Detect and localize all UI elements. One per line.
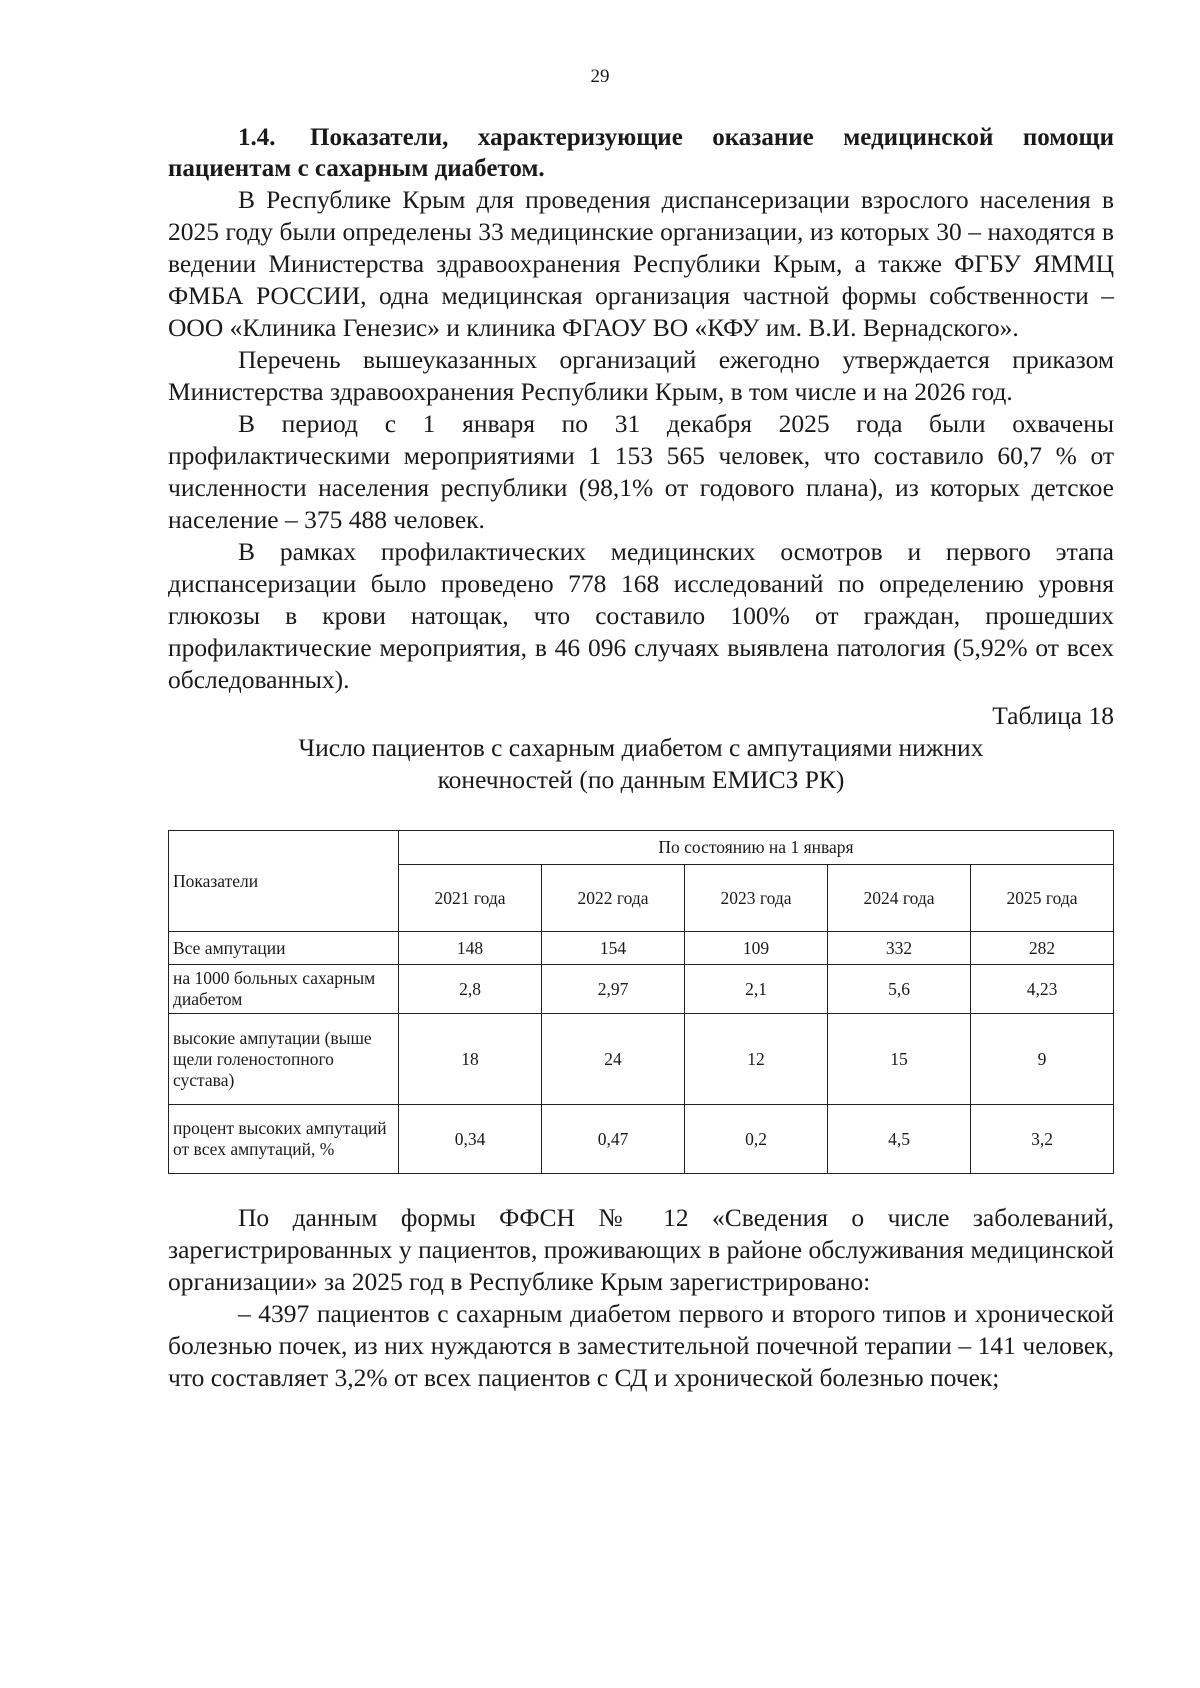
table-cell: 332: [828, 932, 971, 965]
table-row: [169, 1014, 1114, 1105]
row-label: процент высоких ампутаций от всех ампутаций, %: [169, 1105, 399, 1174]
table-cell: 3,2: [971, 1105, 1114, 1174]
table-cell: 0,34: [399, 1105, 542, 1174]
group-header-cell: По состоянию на 1 января: [399, 831, 1114, 865]
table-caption-line2: конечностей (по данным ЕМИСЗ РК): [437, 765, 845, 794]
document-body: [168, 122, 1114, 1394]
table-cell: 0,47: [542, 1105, 685, 1174]
paragraph-order: Перечень вышеуказанных организаций ежегодно утверждается приказом Министерства здравоохранения Республики Крым, в том числе и на 2026 год.: [168, 345, 1114, 406]
row-label: высокие ампутации (выше щели голеностопного сустава): [169, 1014, 399, 1105]
table-cell: 5,6: [828, 965, 971, 1014]
table-cell: 2,1: [685, 965, 828, 1014]
table-cell: 148: [399, 932, 542, 965]
year-header-2025: 2025 года: [971, 865, 1114, 932]
paragraph-organizations: В Республике Крым для проведения диспансеризации взрослого населения в 2025 году были определены 33 медицинские организации, из которых 30 – находятся в ведении Министерства здравоохранения Республики Крым, а также ФГБУ ЯММЦ ФМБА РОССИИ, одна медицинская организация частной формы собственности – ООО «Клиника Генезис» и клиника ФГАОУ ВО «КФУ им. В.И. Вернадского».: [168, 185, 1114, 342]
table-cell: 2,97: [542, 965, 685, 1014]
table-cell: 24: [542, 1014, 685, 1105]
row-label: Все ампутации: [169, 932, 399, 965]
table-cell: 15: [828, 1014, 971, 1105]
table-cell: 18: [399, 1014, 542, 1105]
year-header-2021: 2021 года: [399, 865, 542, 932]
paragraph-ffsn: По данным формы ФФСН № 12 «Сведения о числе заболеваний, зарегистрированных у пациентов, проживающих в районе обслуживания медицинской организации» за 2025 год в Республике Крым зарегистрировано:: [168, 1203, 1114, 1296]
table-cell: 4,5: [828, 1105, 971, 1174]
table-cell: 282: [971, 932, 1114, 965]
row-label: на 1000 больных сахарным диабетом: [169, 965, 399, 1014]
table-cell: 12: [685, 1014, 828, 1105]
table-cell: 154: [542, 932, 685, 965]
page-number: 29: [590, 66, 610, 87]
table-row: [169, 932, 1114, 965]
row-header-cell: Показатели: [169, 831, 399, 932]
table-row: [169, 965, 1114, 1014]
table-caption-line1: Число пациентов с сахарным диабетом с ампутациями нижних: [298, 733, 984, 762]
table-cell: 109: [685, 932, 828, 965]
table-cell: 4,23: [971, 965, 1114, 1014]
section-title: Показатели, характеризующие оказание медицинской помощи пациентам с сахарным диабетом.: [168, 124, 1114, 182]
table-row: [169, 1105, 1114, 1174]
table-cell: 2,8: [399, 965, 542, 1014]
table-label: Таблица 18: [992, 701, 1114, 730]
section-number: 1.4.: [238, 124, 276, 151]
year-header-2022: 2022 года: [542, 865, 685, 932]
year-header-2024: 2024 года: [828, 865, 971, 932]
list-item: – 4397 пациентов с сахарным диабетом первого и второго типов и хронической болезнью почек, из них нуждаются в заместительной почечной терапии – 141 человек, что составляет 3,2% от всех пациентов с СД и хронической болезнью почек;: [168, 1299, 1114, 1392]
year-header-2023: 2023 года: [685, 865, 828, 932]
paragraph-coverage: В период с 1 января по 31 декабря 2025 года были охвачены профилактическими мероприятиями 1 153 565 человек, что составило 60,7 % от численности населения республики (98,1% от годового плана), из которых детское население – 375 488 человек.: [168, 409, 1114, 534]
table-cell: 9: [971, 1014, 1114, 1105]
paragraph-glucose: В рамках профилактических медицинских осмотров и первого этапа диспансеризации было проведено 778 168 исследований по определению уровня глюкозы в крови натощак, что составило 100% от граждан, прошедших профилактические мероприятия, в 46 096 случаях выявлена патология (5,92% от всех обследованных).: [168, 537, 1114, 694]
section-heading: [168, 122, 1114, 184]
table-cell: 0,2: [685, 1105, 828, 1174]
amputations-table: [168, 830, 1114, 1174]
